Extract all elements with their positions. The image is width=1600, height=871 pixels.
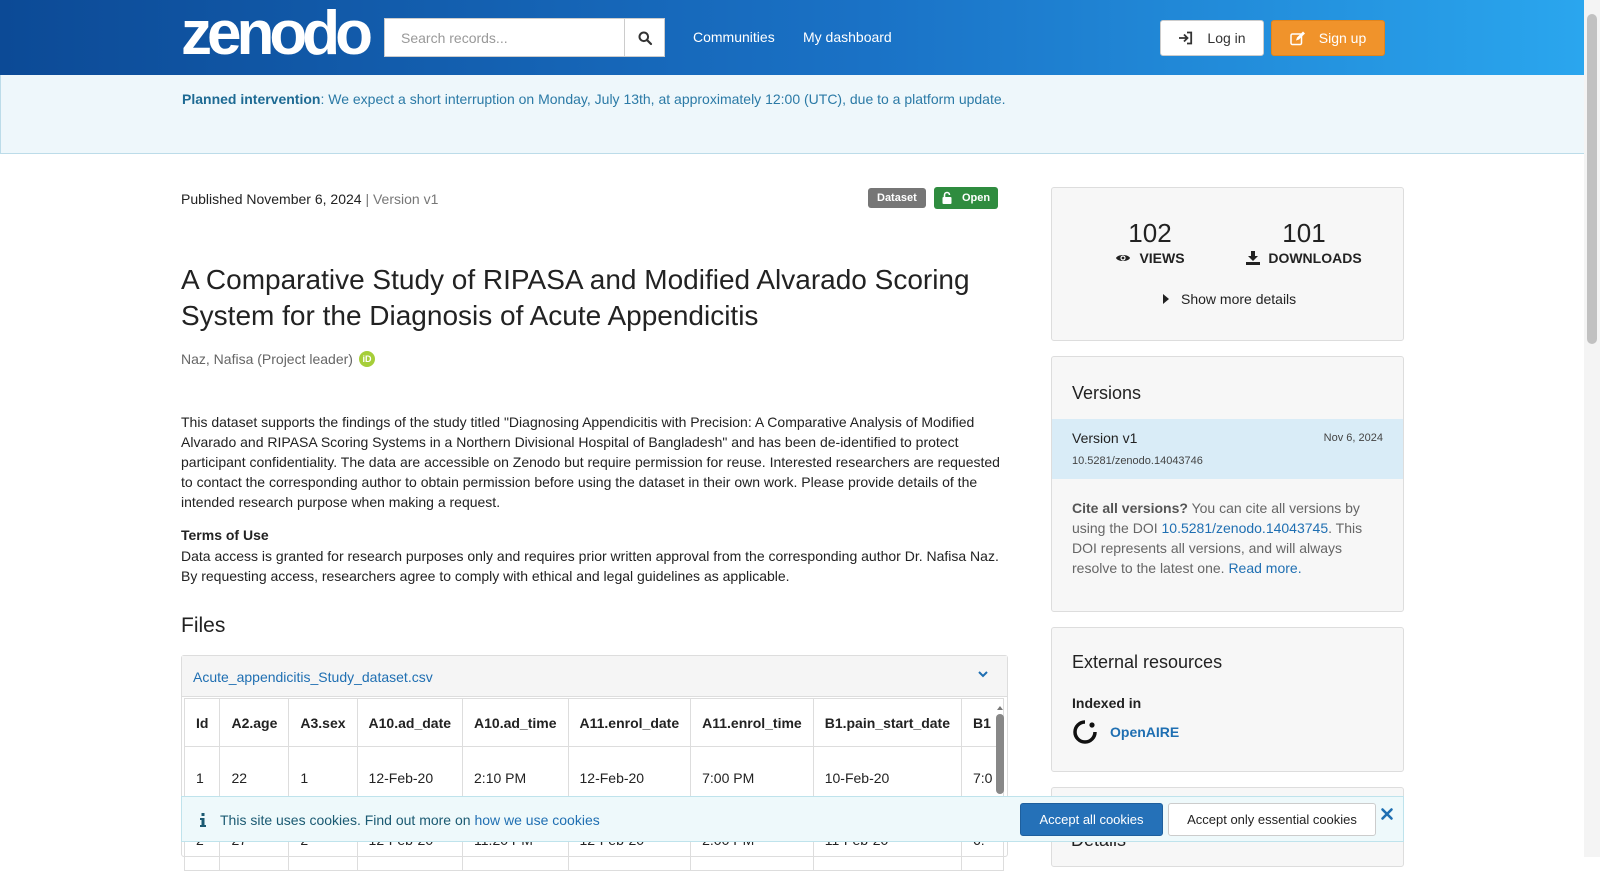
version-name[interactable]: Version v1 — [1072, 430, 1138, 446]
record-description: This dataset supports the findings of the study titled "Diagnosing Appendicitis with Precision: A Comparative Analysis of Modified Alvarado and RIPASA Scoring Systems in a Northern Divisional Hospital of Bangladesh" and has been de-identified to protect participant confidentiality. The data are accessible on Zenodo but require permission for reuse. Interested researchers are requested to contact the corresponding author to obtain permission before using the dataset in their own work. Please provide details of the intended research purpose when making a request. — [181, 414, 1000, 510]
creator-name[interactable]: Naz, Nafisa (Project leader) — [181, 351, 353, 367]
creator — [181, 351, 375, 367]
version-label: | Version v1 — [365, 191, 439, 207]
unlock-icon — [942, 192, 952, 204]
login-button[interactable] — [1160, 20, 1264, 56]
cookie-message — [200, 812, 600, 828]
external-resources-title: External resources — [1072, 652, 1223, 672]
downloads-stat — [1224, 218, 1384, 266]
column-header: A11.enrol_date — [568, 699, 691, 747]
show-more-details[interactable] — [1163, 291, 1296, 307]
table-scrollbar[interactable] — [994, 700, 1006, 800]
version-doi: 10.5281/zenodo.14043746 — [1072, 455, 1203, 467]
column-header: A10.ad_time — [463, 699, 568, 747]
publication-info — [181, 191, 438, 207]
sign-in-icon — [1178, 31, 1193, 45]
versions-panel — [1051, 356, 1404, 612]
column-header: B1 — [962, 699, 1004, 747]
login-label: Log in — [1207, 30, 1246, 46]
cite-bold: Cite all versions? — [1072, 500, 1188, 516]
site-header — [0, 0, 1584, 75]
search-bar — [384, 18, 665, 57]
table-cell: 12-Feb-20 — [568, 747, 691, 809]
downloads-count: 101 — [1282, 218, 1326, 248]
read-more-link[interactable]: Read more. — [1228, 560, 1302, 576]
info-icon — [200, 813, 206, 827]
concept-doi-link[interactable]: 10.5281/zenodo.14043745 — [1161, 520, 1329, 536]
terms-title: Terms of Use — [181, 527, 269, 543]
published-date: Published November 6, 2024 — [181, 191, 362, 207]
chevron-down-icon[interactable] — [977, 668, 989, 680]
maintenance-banner — [0, 75, 1584, 154]
accept-essential-cookies-button[interactable]: Accept only essential cookies — [1168, 803, 1376, 836]
views-label-row — [1070, 250, 1230, 266]
access-badge[interactable] — [934, 187, 998, 209]
column-header: A11.enrol_time — [691, 699, 814, 747]
files-heading: Files — [181, 614, 226, 637]
stats-panel — [1051, 187, 1404, 341]
download-icon — [1246, 251, 1260, 265]
table-cell: 7:0 — [962, 747, 1004, 809]
cite-pre: You can cite all versions by using the DOI — [1072, 500, 1360, 536]
preview-table — [184, 698, 1004, 871]
cite-all-versions — [1072, 498, 1384, 578]
table-header-row — [185, 699, 1004, 747]
page-scrollbar-thumb[interactable] — [1587, 14, 1597, 344]
table-cell: 1 — [185, 747, 220, 809]
openaire-item[interactable] — [1072, 719, 1179, 745]
scroll-up-arrow-icon[interactable] — [994, 703, 1006, 713]
downloads-label: DOWNLOADS — [1268, 250, 1362, 266]
search-icon — [638, 31, 652, 45]
cookie-banner — [181, 796, 1404, 842]
zenodo-logo[interactable] — [181, 0, 368, 68]
views-count: 102 — [1128, 218, 1172, 248]
cite-post: . This DOI represents all versions, and will always resolve to the latest one. — [1072, 520, 1363, 576]
nav-my-dashboard[interactable]: My dashboard — [803, 29, 892, 45]
search-button[interactable] — [624, 18, 665, 57]
orcid-icon[interactable]: iD — [359, 351, 375, 367]
column-header: A10.ad_date — [357, 699, 462, 747]
table-cell: 10-Feb-20 — [813, 747, 961, 809]
openaire-link[interactable]: OpenAIRE — [1110, 724, 1180, 740]
svg-text:zenodo: zenodo — [181, 0, 368, 68]
file-preview-header[interactable] — [182, 656, 1007, 697]
table-cell: 12-Feb-20 — [357, 747, 462, 809]
show-more-label: Show more details — [1181, 291, 1297, 307]
search-input[interactable] — [384, 18, 624, 57]
terms-text: Data access is granted for research purposes only and requires prior written approval from the corresponding author Dr. Nafisa Naz. By requesting access, researchers agree to comply with ethical and legal guidelines as applicable. — [181, 548, 999, 584]
record-title: A Comparative Study of RIPASA and Modified Alvarado Scoring System for the Diagnosis of Acute Appendicitis — [181, 264, 970, 331]
eye-icon — [1115, 252, 1131, 264]
nav-communities[interactable]: Communities — [693, 29, 775, 45]
caret-right-icon — [1163, 294, 1169, 304]
external-resources-panel — [1051, 627, 1404, 772]
versions-title: Versions — [1072, 383, 1142, 403]
table-cell: 7:00 PM — [691, 747, 814, 809]
column-header: A3.sex — [289, 699, 357, 747]
version-item-current[interactable] — [1052, 419, 1403, 479]
banner-title: Planned intervention — [182, 91, 321, 107]
downloads-label-row — [1224, 250, 1384, 266]
table-cell: 22 — [220, 747, 289, 809]
edit-icon — [1290, 31, 1305, 46]
close-icon[interactable] — [1381, 808, 1393, 820]
column-header: Id — [185, 699, 220, 747]
openaire-logo-icon — [1072, 719, 1098, 745]
file-name-link[interactable]: Acute_appendicitis_Study_dataset.csv — [193, 669, 433, 685]
access-label: Open — [962, 192, 991, 204]
version-date: Nov 6, 2024 — [1323, 432, 1383, 444]
accept-all-cookies-button[interactable]: Accept all cookies — [1020, 803, 1163, 836]
banner-message — [182, 91, 1006, 107]
banner-text: : We expect a short interruption on Monday, July 13th, at approximately 12:00 (UTC), due to a platform update. — [320, 91, 1006, 107]
views-stat — [1070, 218, 1230, 266]
cookie-policy-link[interactable]: how we use cookies — [474, 812, 600, 828]
page-scrollbar[interactable] — [1584, 0, 1600, 857]
table-cell: 1 — [289, 747, 357, 809]
cookie-text: This site uses cookies. Find out more on — [220, 812, 475, 828]
signup-button[interactable] — [1271, 20, 1385, 56]
table-cell: 2:10 PM — [463, 747, 568, 809]
indexed-in-label: Indexed in — [1072, 695, 1142, 711]
signup-label: Sign up — [1318, 30, 1367, 46]
column-header: B1.pain_start_date — [813, 699, 961, 747]
column-header: A2.age — [220, 699, 289, 747]
table-scrollbar-thumb[interactable] — [996, 714, 1004, 794]
resource-type-badge: Dataset — [868, 188, 926, 208]
views-label: VIEWS — [1139, 250, 1185, 266]
